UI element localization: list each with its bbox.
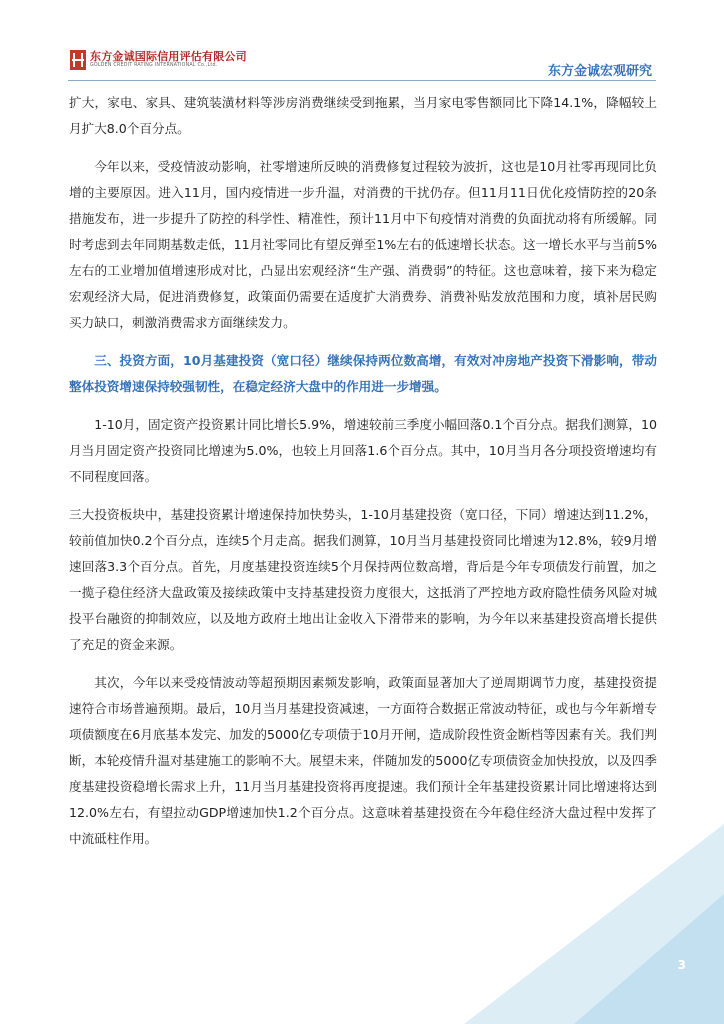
page-header [0, 0, 724, 82]
section-title: 东方金诚宏观研究 [547, 64, 652, 79]
paragraph-1: 扩大，家电、家具、建筑装潢材料等涉房消费继续受到拖累，当月家电零售额同比下降14.1%，降幅较上月扩大8.0个百分点。 [69, 95, 657, 136]
company-logo [70, 50, 247, 70]
paragraph-3: 1-10月，固定资产投资累计同比增长5.9%，增速较前三季度小幅回落0.1个百分点。据我们测算，10月当月固定资产投资同比增速为5.0%，也较上月回落1.6个百分点。其中，10月当月各分项投资增速均有不同程度回落。 [69, 417, 657, 484]
section-heading-investment: 三、投资方面，10月基建投资（宽口径）继续保持两位数高增，有效对冲房地产投资下滑影响，带动整体投资增速保持较强韧性，在稳定经济大盘中的作用进一步增强。 [69, 353, 657, 394]
paragraph-4: 三大投资板块中，基建投资累计增速保持加快势头，1-10月基建投资（宽口径，下同）增速达到11.2%，较前值加快0.2个百分点，连续5个月走高。据我们测算，10月当月基建投资同比增速为12.8%，较9月增速回落3.3个百分点。首先，月度基建投资连续5个月保持两位数高增，背后是今年专项债发行前置，加之一揽子稳住经济大盘政策及接续政策中支持基建投资力度很大，这抵消了严控地方政府隐性债务风险对城投平台融资的抑制效应，以及地方政府土地出让金收入下滑带来的影响，为今年以来基建投资高增长提供了充足的资金来源。 [69, 507, 657, 652]
paragraph-2: 今年以来，受疫情波动影响，社零增速所反映的消费修复过程较为波折，这也是10月社零再现同比负增的主要原因。进入11月，国内疫情进一步升温，对消费的干扰仍存。但11月11日优化疫情防控的20条措施发布，进一步提升了防控的科学性、精准性，预计11月中下旬疫情对消费的负面扰动将有所缓解。同时考虑到去年同期基数走低，11月社零同比有望反弹至1%左右的低速增长状态。这一增长水平与当前5%左右的工业增加值增速形成对比，凸显出宏观经济“生产强、消费弱”的特征。这也意味着，接下来为稳定宏观经济大局，促进消费修复，政策面仍需要在适度扩大消费券、消费补贴发放范围和力度，填补居民购买力缺口，刺激消费需求方面继续发力。 [69, 159, 657, 330]
logo-mark-icon [70, 50, 86, 70]
corner-decoration [464, 824, 724, 1024]
document-body [69, 90, 657, 864]
page-number: 3 [677, 958, 686, 972]
company-name-cn: 东方金诚国际信用评估有限公司 [90, 50, 247, 64]
header-divider [68, 80, 656, 81]
paragraph-5: 其次，今年以来受疫情波动等超预期因素频发影响，政策面显著加大了逆周期调节力度，基建投资提速符合市场普遍预期。最后，10月当月基建投资减速，一方面符合数据正常波动特征，或也与今年新增专项债额度在6月底基本发完、加发的5000亿专项债于10月开闸，造成阶段性资金断档等因素有关。我们判断，本轮疫情升温对基建施工的影响不大。展望未来，伴随加发的5000亿专项债资金加快投放，以及四季度基建投资稳增长需求上升，11月当月基建投资将再度提速。我们预计全年基建投资累计同比增速将达到12.0%左右，有望拉动GDP增速加快1.2个百分点。这意味着基建投资在今年稳住经济大盘过程中发挥了中流砥柱作用。 [69, 675, 657, 846]
company-name-en: GOLDEN CREDIT RATING INTERNATIONAL Co.,Ltd. [90, 63, 218, 69]
